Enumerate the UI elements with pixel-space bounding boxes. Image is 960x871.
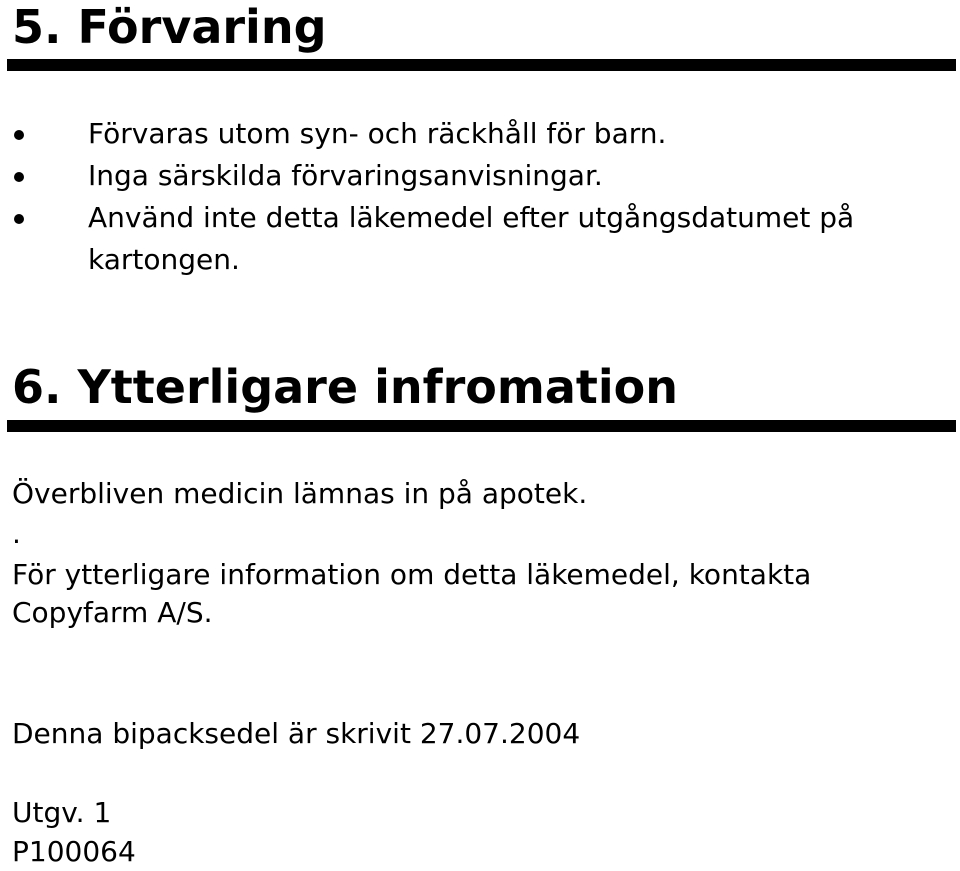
bullet-text: Förvaras utom syn- och räckhåll för barn. (88, 117, 667, 150)
list-item (0, 197, 908, 281)
bullet-text: Använd inte detta läkemedel efter utgångsdatumet på kartongen. (88, 201, 855, 276)
company-name-text: Copyfarm A/S. (12, 596, 213, 629)
section-6-heading: 6. Ytterligare infromation (12, 360, 678, 414)
product-code-text: P100064 (12, 835, 136, 868)
bullet-icon (14, 214, 24, 224)
written-date-text: Denna bipacksedel är skrivit 27.07.2004 (12, 717, 581, 750)
list-item (0, 155, 908, 197)
bullet-icon (14, 130, 24, 140)
section-5-heading: 5. Förvaring (12, 0, 327, 54)
section-5-divider (7, 59, 956, 71)
contact-info-text: För ytterligare information om detta läkemedel, kontakta (12, 558, 812, 591)
bullet-text: Inga särskilda förvaringsanvisningar. (88, 159, 603, 192)
bullet-icon (14, 172, 24, 182)
stray-dot-text: . (12, 517, 21, 550)
section-6-divider (7, 420, 956, 432)
edition-text: Utgv. 1 (12, 796, 112, 829)
storage-bullet-list (0, 113, 908, 281)
leftover-medicine-text: Överbliven medicin lämnas in på apotek. (12, 477, 588, 510)
list-item (0, 113, 908, 155)
